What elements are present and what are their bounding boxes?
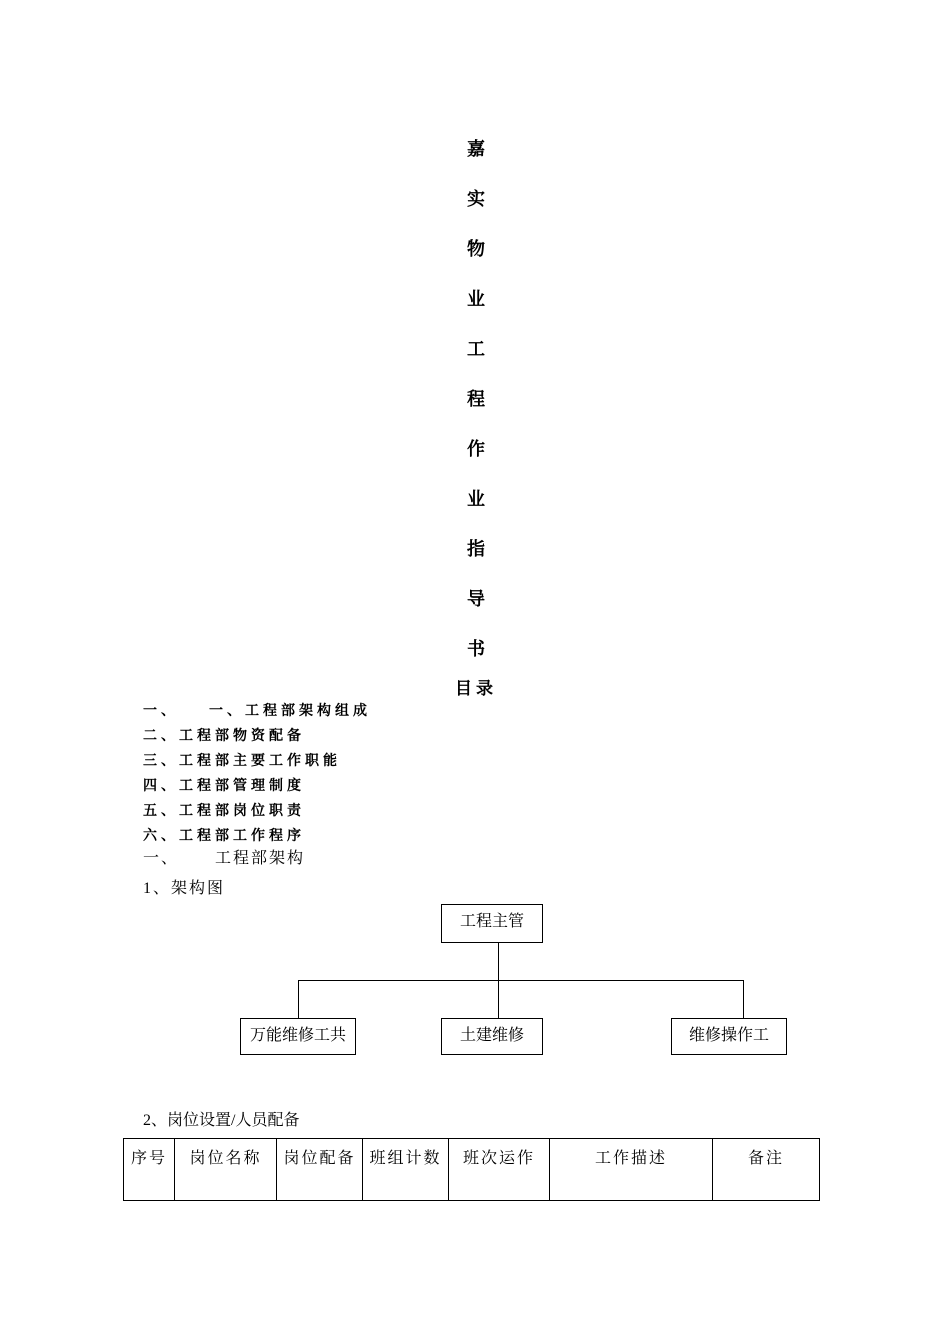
toc-item-text: 工程部岗位职责 [179,803,305,819]
title-char: 嘉 [467,139,485,160]
staffing-table [123,1138,820,1201]
toc-item[interactable] [143,826,305,846]
section-title: 工程部架构 [215,850,306,867]
toc-title: 目录 [455,679,497,699]
toc-item-text: 工程部管理制度 [179,778,305,794]
toc-item-number: 一、 [143,703,179,719]
title-char: 作 [467,439,485,460]
org-box-child: 维修操作工 [671,1018,787,1055]
toc-item-text: 一、工程部架构组成 [209,703,371,719]
title-char: 物 [467,239,485,260]
toc-item[interactable] [143,776,305,796]
toc-item-number: 四、 [143,778,179,794]
table-header-cell: 工作描述 [550,1139,713,1201]
toc-item-number: 二、 [143,728,179,744]
section-number: 一、 [143,850,180,867]
org-box-child: 万能维修工共 [240,1018,356,1055]
connector-line [498,980,499,1018]
toc-item-text: 工程部主要工作职能 [179,753,341,769]
table-header-row [124,1139,820,1201]
toc-item-number: 五、 [143,803,179,819]
title-char: 工 [467,339,485,360]
connector-line [498,943,499,980]
toc-item-number: 三、 [143,753,179,769]
toc-item[interactable] [143,751,341,771]
connector-line [298,980,744,981]
table-header-cell: 岗位名称 [175,1139,277,1201]
toc-item-text: 工程部工作程序 [179,828,305,844]
table-header-cell: 岗位配备 [277,1139,363,1201]
subsection-heading-org-chart: 1、架构图 [143,880,226,897]
title-char: 业 [467,289,485,310]
toc-item[interactable] [143,701,371,721]
title-char: 指 [467,539,485,560]
org-box-child: 土建维修 [441,1018,543,1055]
title-char: 程 [467,389,485,410]
table-header-cell: 序号 [124,1139,175,1201]
toc-item[interactable] [143,801,305,821]
title-char: 实 [467,189,485,210]
table-header-cell: 备注 [713,1139,820,1201]
subsection-heading-staffing: 2、岗位设置/人员配备 [143,1112,300,1129]
table-header-cell: 班次运作 [449,1139,550,1201]
toc-item-text: 工程部物资配备 [179,728,305,744]
table-header-cell: 班组计数 [363,1139,449,1201]
toc-item[interactable] [143,726,305,746]
connector-line [743,980,744,1018]
connector-line [298,980,299,1018]
section-heading [143,848,305,870]
title-char: 导 [467,589,485,610]
title-char: 业 [467,489,485,510]
org-box-top: 工程主管 [441,904,543,943]
title-char: 书 [467,639,485,660]
toc-item-number: 六、 [143,828,179,844]
